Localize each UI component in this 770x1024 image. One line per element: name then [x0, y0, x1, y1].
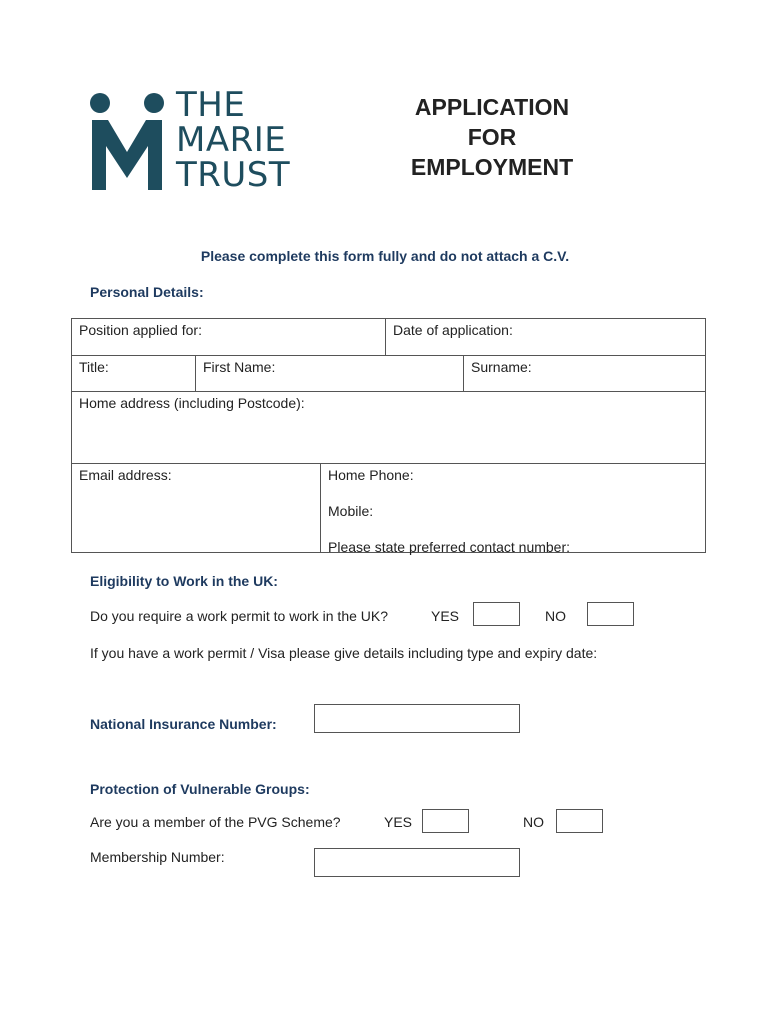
work-permit-no-label: NO — [545, 608, 566, 624]
pvg-yes-label: YES — [384, 814, 413, 830]
ni-number-input[interactable] — [314, 704, 520, 733]
logo-line-3: TRUST — [176, 155, 291, 195]
preferred-contact-label: Please state preferred contact number: — [328, 539, 571, 555]
phone-field[interactable] — [320, 463, 706, 553]
personal-details-heading: Personal Details: — [90, 284, 204, 300]
membership-number-input[interactable] — [314, 848, 520, 877]
marie-trust-logo — [88, 85, 303, 195]
work-permit-yes-checkbox[interactable] — [473, 602, 520, 626]
work-permit-question: Do you require a work permit to work in the UK? — [90, 608, 389, 624]
position-field[interactable] — [71, 318, 386, 356]
home-address-label: Home address (including Postcode): — [79, 395, 305, 411]
date-label: Date of application: — [393, 322, 513, 338]
form-title — [392, 92, 592, 182]
intro-instruction: Please complete this form fully and do not attach a C.V. — [200, 248, 570, 264]
membership-number-label: Membership Number: — [90, 849, 225, 865]
pvg-yes-checkbox[interactable] — [422, 809, 469, 833]
logo-wordmark — [176, 85, 291, 195]
pvg-question: Are you a member of the PVG Scheme? — [90, 814, 341, 830]
work-permit-yes-label: YES — [431, 608, 460, 624]
pvg-no-checkbox[interactable] — [556, 809, 603, 833]
title-field[interactable] — [71, 355, 196, 392]
position-label: Position applied for: — [79, 322, 202, 338]
logo-line-1: THE — [176, 85, 246, 125]
ni-number-label: National Insurance Number: — [90, 716, 277, 732]
home-phone-label: Home Phone: — [328, 467, 414, 483]
eligibility-heading: Eligibility to Work in the UK: — [90, 573, 278, 589]
mobile-label: Mobile: — [328, 503, 374, 519]
form-title-line-1: APPLICATION — [414, 94, 570, 120]
visa-details-prompt: If you have a work permit / Visa please give details including type and expiry date: — [90, 645, 598, 661]
form-title-line-3: EMPLOYMENT — [410, 154, 574, 180]
first-name-field[interactable] — [195, 355, 464, 392]
email-field[interactable] — [71, 463, 321, 553]
home-address-field[interactable] — [71, 391, 706, 464]
date-of-application-field[interactable] — [385, 318, 706, 356]
form-title-line-2: FOR — [467, 124, 517, 150]
pvg-no-label: NO — [523, 814, 544, 830]
pvg-heading: Protection of Vulnerable Groups: — [90, 781, 310, 797]
work-permit-no-checkbox[interactable] — [587, 602, 634, 626]
surname-label: Surname: — [471, 359, 532, 375]
logo-line-2: MARIE — [176, 120, 287, 160]
title-label: Title: — [79, 359, 109, 375]
email-label: Email address: — [79, 467, 172, 483]
logo-m-icon — [88, 90, 168, 195]
first-name-label: First Name: — [203, 359, 276, 375]
surname-field[interactable] — [463, 355, 706, 392]
